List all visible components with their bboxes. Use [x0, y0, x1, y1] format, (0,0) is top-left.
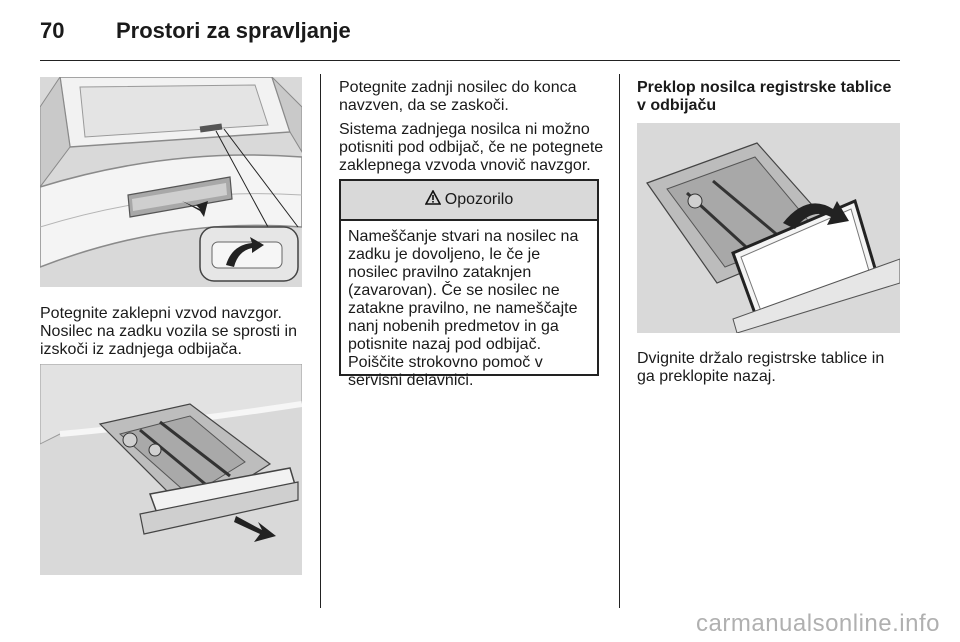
warning-title: Opozorilo [444, 191, 514, 208]
warning-triangle-icon [425, 190, 441, 210]
page-number: 70 [40, 18, 65, 43]
section-subheading: Preklop nosilca registrske tablice v odbijaču [637, 79, 892, 114]
warning-header [341, 181, 597, 221]
instruction-text: Dvignite držalo registrske tablice in ga preklopite nazaj. [637, 350, 885, 385]
page-header [40, 18, 351, 52]
column-divider-left [320, 74, 321, 608]
rear-bumper-lever-illustration [40, 77, 302, 287]
license-plate-holder-illustration [637, 123, 900, 333]
watermark-text: carmanualsonline.info [696, 610, 940, 637]
carrier-pulled-out-illustration [40, 364, 302, 575]
warning-box [339, 179, 599, 389]
column-divider-right [619, 74, 620, 608]
instruction-text: Potegnite zaklepni vzvod navzgor. Nosilec na zadku vozila se sprosti in izskoči iz zadnjega odbijača. [40, 305, 298, 358]
page-title: Prostori za spravljanje [116, 18, 351, 43]
header-divider [40, 60, 900, 61]
warning-text: Nameščanje stvari na nosilec na zadku je dovoljeno, le če je nosilec pravilno zataknjen (zavarovan). Če se nosilec ne zatakne pravilno, ne nameščajte nanj nobenih predmetov in ga potisnite nazaj pod odbijač. Poiščite strokovno pomoč v servisni delavnici. [348, 228, 579, 389]
note-text: Sistema zadnjega nosilca ni možno potisniti pod odbijač, če ne potegnete zaklepnega vzvoda vnovič navzgor. [339, 121, 604, 174]
instruction-text: Potegnite zadnji nosilec do konca navzven, da se zaskoči. [339, 79, 577, 114]
